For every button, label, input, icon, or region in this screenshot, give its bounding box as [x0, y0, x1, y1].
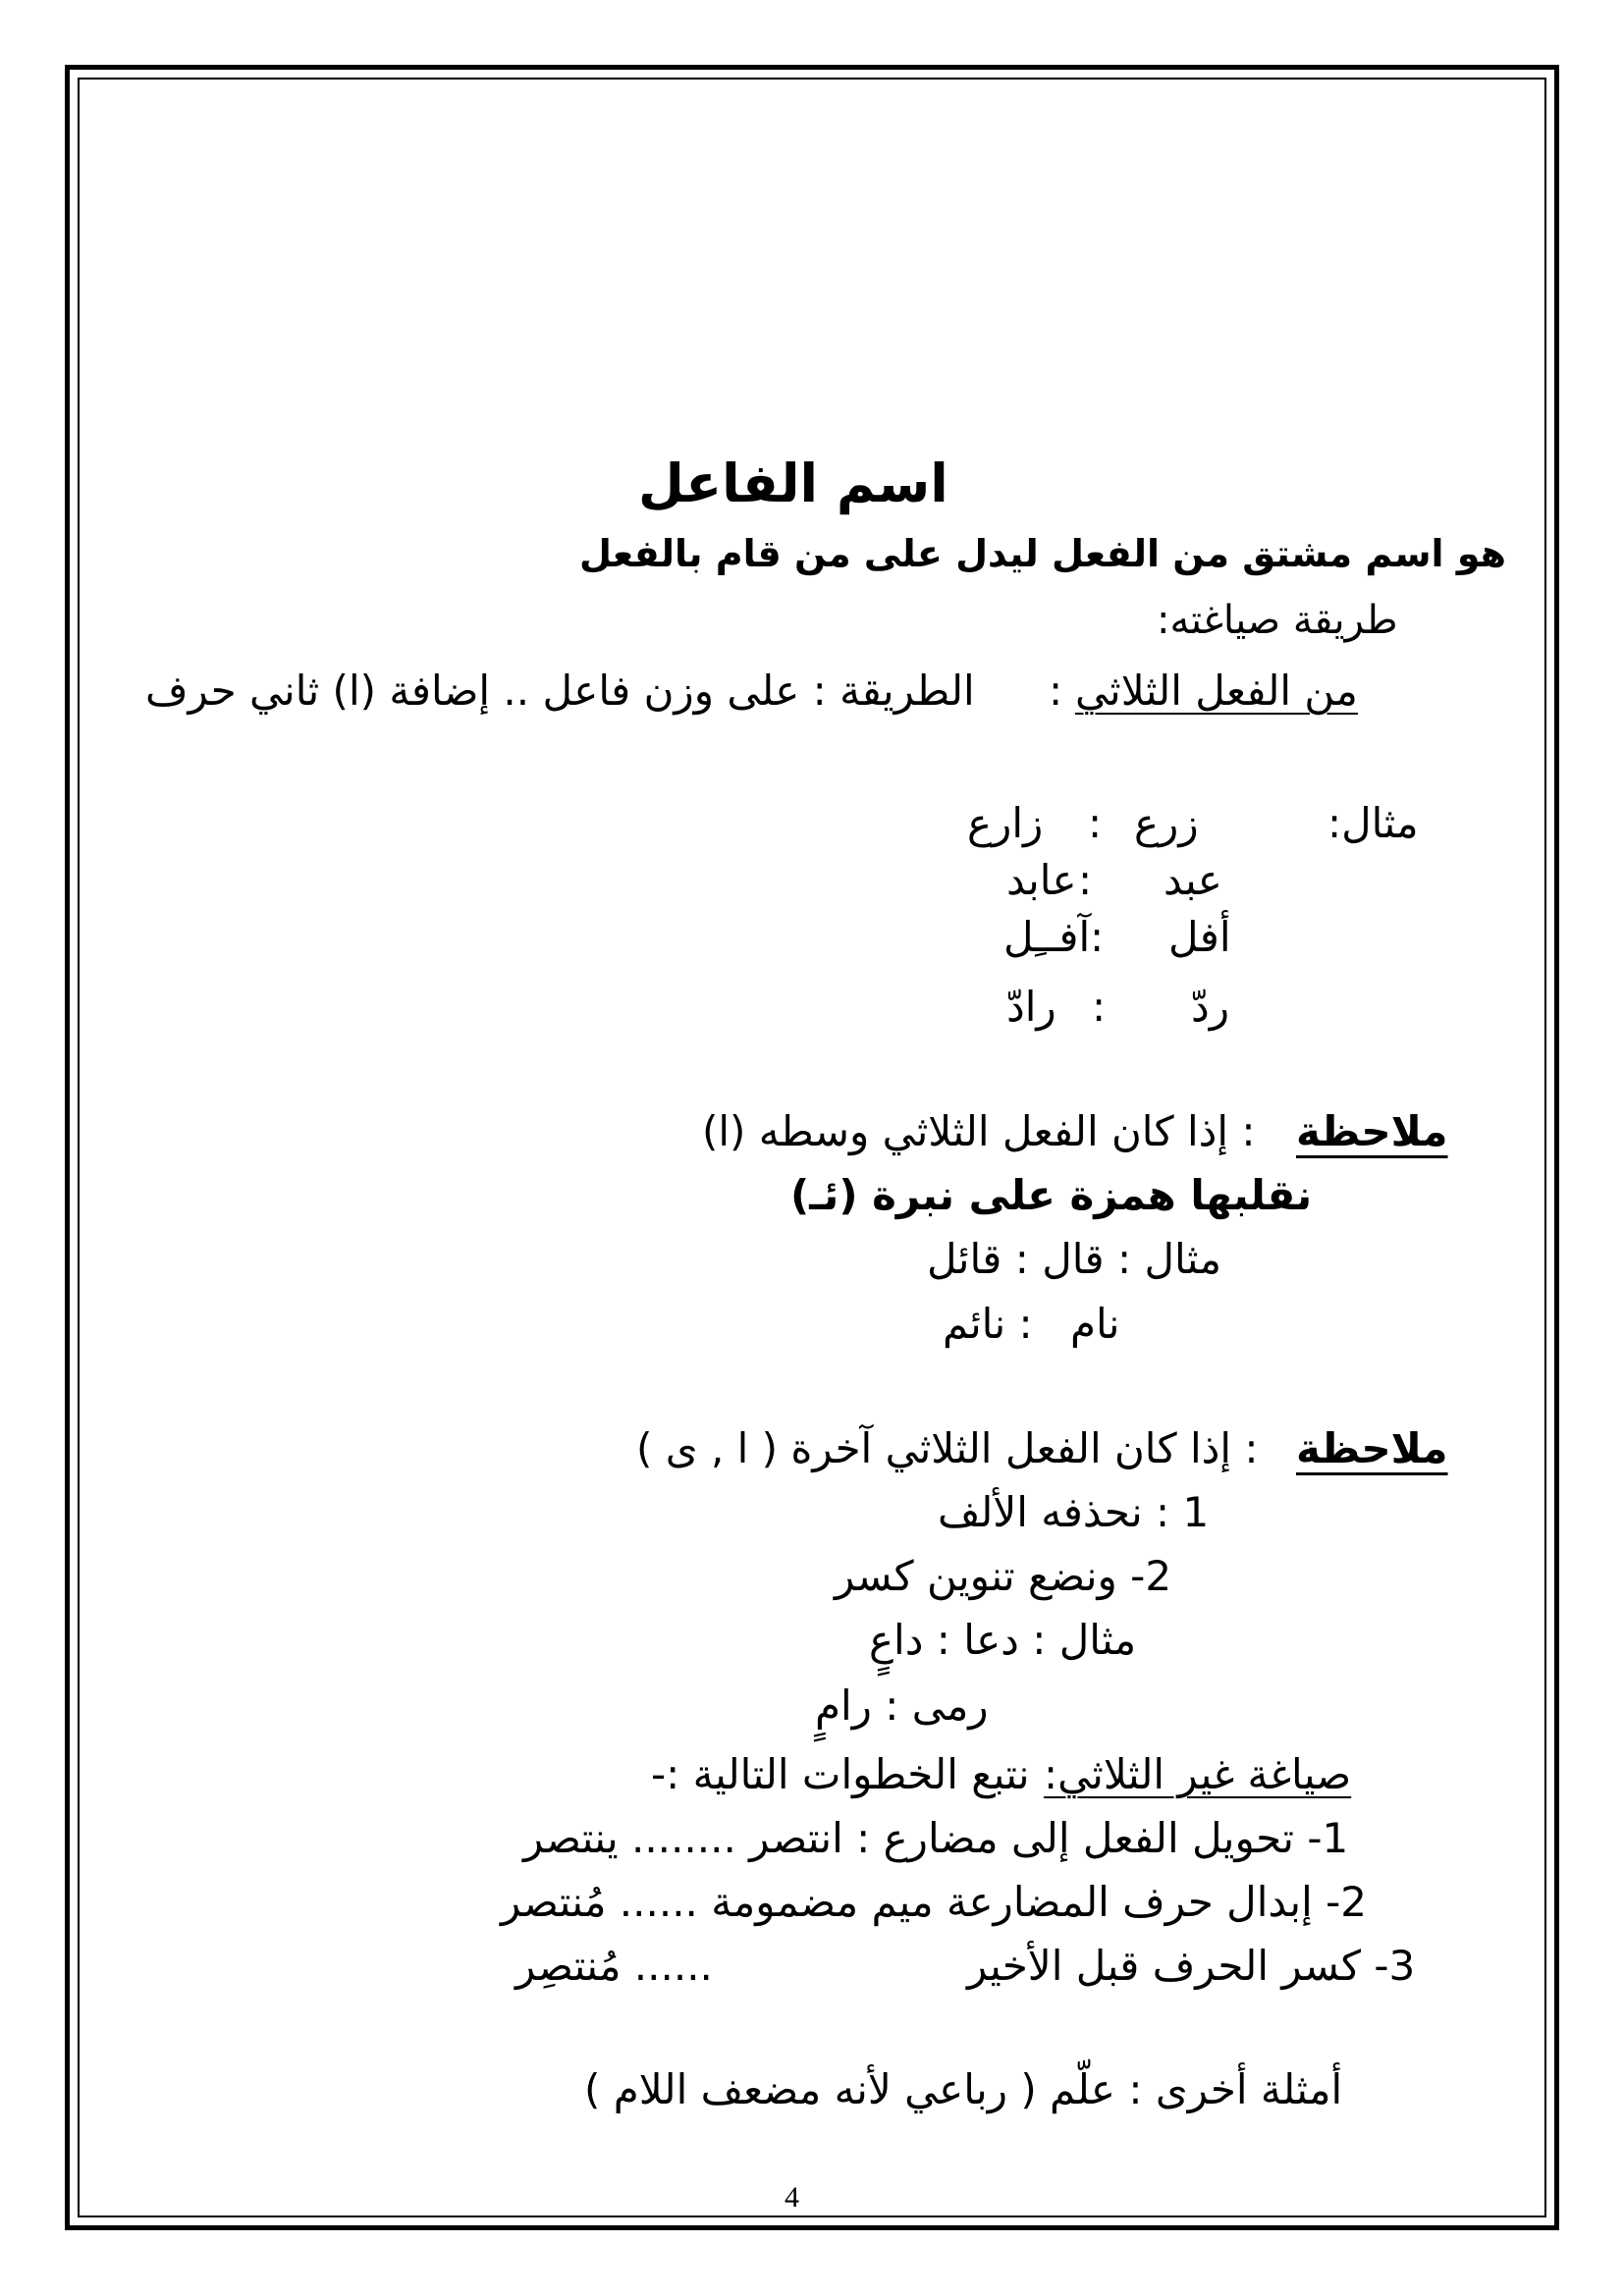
note1-example: مثال : قال : قائل: [927, 1235, 1221, 1283]
example-sep: :: [1078, 856, 1093, 904]
example-verb: زرع: [1134, 799, 1199, 847]
example-sep: :: [1088, 799, 1103, 847]
step-3-result: ...... مُنتصِر: [515, 1942, 713, 1990]
note1-example2-noun: : نائم: [943, 1300, 1033, 1348]
note1-text: : إذا كان الفعل الثلاثي وسطه (ا): [702, 1107, 1256, 1155]
non-trilateral-heading: صياغة غير الثلاثي:: [1044, 1750, 1352, 1798]
trilateral-rule: الطريقة : على وزن فاعل .. إضافة (ا) ثاني حرف: [145, 667, 975, 715]
note2-example: مثال : دعا : داعٍ: [869, 1616, 1137, 1664]
note2-label: ملاحظة: [1296, 1424, 1448, 1472]
step-1: 1- تحويل الفعل إلى مضارع : انتصر ........ ينتصر: [523, 1814, 1349, 1862]
example-verb: أفل: [1168, 913, 1231, 961]
example-noun: زارع: [967, 799, 1044, 847]
example-sep: :: [1090, 913, 1105, 961]
note1-example2-verb: نام: [1070, 1300, 1120, 1348]
trilateral-heading: من الفعل الثلاثي: [1075, 667, 1358, 715]
note2-step2: 2- ونضع تنوين كسر: [835, 1552, 1172, 1600]
note1-rule: نقلبها همزة على نبرة (ئـ): [790, 1171, 1313, 1219]
page-number: 4: [785, 2181, 799, 2214]
note2-step1: 1 : نحذفه الألف: [938, 1488, 1210, 1536]
formation-heading: طريقة صياغته:: [1157, 598, 1398, 643]
non-trilateral-intro: نتبع الخطوات التالية :-: [651, 1750, 1030, 1798]
note2-text: : إذا كان الفعل الثلاثي آخرة ( ا , ى ): [636, 1424, 1259, 1472]
page-title: اسم الفاعل: [638, 453, 948, 514]
other-examples: أمثلة أخرى : علّم ( رباعي لأنه مضعف اللام ): [584, 2065, 1343, 2113]
example-sep: :: [1092, 983, 1107, 1031]
step-2: 2- إبدال حرف المضارعة ميم مضمومة ...... مُنتصر: [501, 1878, 1368, 1926]
example-noun: رادّ: [1006, 983, 1056, 1031]
step-3: 3- كسر الحرف قبل الأخير: [967, 1942, 1416, 1990]
example-noun: آفــِل: [1003, 913, 1091, 961]
note2-example2: رمى : رامٍ: [815, 1682, 989, 1730]
example-verb: ردّ: [1191, 983, 1229, 1031]
trilateral-separator: :: [1049, 667, 1063, 715]
example-verb: عبد: [1164, 856, 1222, 904]
note1-label: ملاحظة: [1296, 1107, 1448, 1155]
example-noun: عابد: [1006, 856, 1077, 904]
example-label: مثال:: [1327, 799, 1419, 847]
definition-text: هو اسم مشتق من الفعل ليدل على من قام بالفعل: [579, 532, 1506, 575]
